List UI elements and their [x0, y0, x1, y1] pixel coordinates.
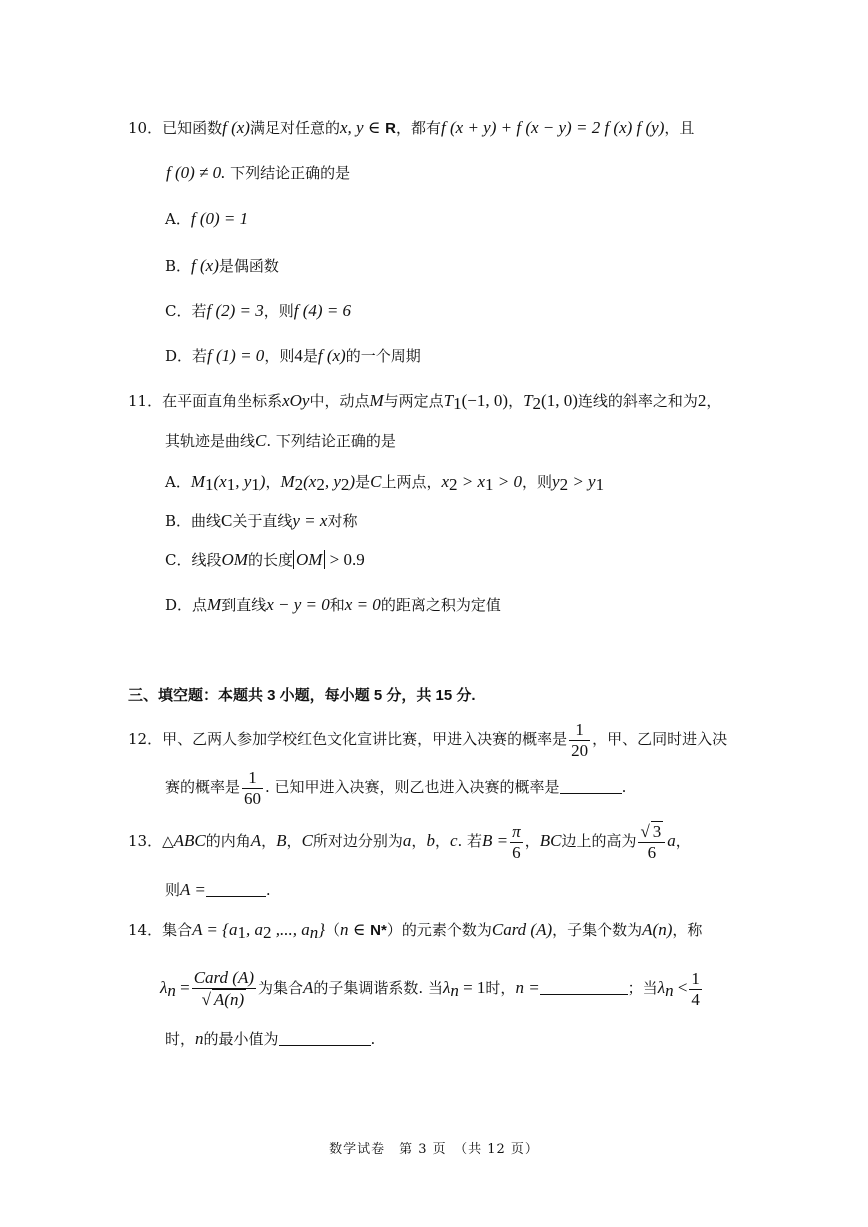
q10-option-a: A．f (0) = 1 [165, 209, 249, 228]
answer-blank-q12[interactable] [560, 777, 622, 794]
answer-blank-q14-second[interactable] [279, 1029, 371, 1046]
q14-fraction-card-sqrt: $\frac{\text{Card (A)}}{√ A(n)}$ [193, 968, 254, 1009]
q14-fraction-1-4: $\frac{1}{4}$ [691, 968, 700, 1009]
q10-line-2: f (0) ≠ 0. 下列结论正确的是 [166, 163, 351, 182]
q10-option-c: C．若f (2) = 3，则f (4) = 6 [165, 301, 352, 320]
q13-fraction-pi-6: $\frac{\pi}{6}$ [512, 821, 521, 862]
q12-fraction-1-20: $\frac{1}{20}$ [571, 719, 589, 760]
q11-option-a: A．$M_1(x_1$, $y_1$)，$M_2(x_2$, $y_2$)是C上两点，$x_2 > x_1 > 0$，则$y_2 > y_1$ [165, 472, 605, 494]
q10-option-d: D．若f (1) = 0，则4是f (x)的一个周期 [165, 346, 421, 365]
q10-line-1: 10．已知函数f (x)满足对任意的x, y ∈ R，都有f (x + y) + f (x − y) = 2 f (x) f (y)，且 [128, 118, 695, 137]
q14-line-2: $\lambda_n$ = $\frac{\text{Card (A)}}{√ A(n)}$ 为集合A的子集调谐系数. 当$\lambda_n = 1$时，n = ；当$\lambda_n$ < $\frac{1}{4}$ [160, 968, 700, 1009]
q11-option-c: C．线段OM的长度 OM > 0.9 [165, 550, 365, 569]
q11-option-b: B．曲线C关于直线y = x对称 [165, 511, 358, 530]
q12-line-2: 赛的概率是 $\frac{1}{60}$ . 已知甲进入决赛，则乙也进入决赛的概率是 . [165, 767, 627, 808]
q10-option-b: B．f (x)是偶函数 [165, 256, 279, 275]
answer-blank-q13[interactable] [206, 880, 266, 897]
answer-blank-q14-first[interactable] [540, 978, 628, 995]
q12-fraction-1-60: $\frac{1}{60}$ [244, 767, 262, 808]
q11-line-1: 11．在平面直角坐标系xOy中，动点M与两定点$T_1(-1$, 0)，$T_2(1$, 0)连线的斜率之和为2， [128, 391, 722, 413]
q13-line-2: 则A = . [165, 880, 271, 899]
q13-fraction-sqrt3-6: $\frac{√ 3}{6}$ [638, 821, 665, 863]
section-heading: 三、填空题：本题共 3 小题，每小题 5 分，共 15 分. [128, 687, 476, 704]
q11-option-d: D．点M到直线x − y = 0和x = 0的距离之积为定值 [165, 595, 501, 614]
q11-line-2: 其轨迹是曲线C. 下列结论正确的是 [165, 431, 396, 450]
page-footer: 数学试卷 第 3 页 （共 12 页） [329, 1142, 539, 1157]
q14-line-1: 14．集合$A = \{a_1$, $a_2$ ,..., $a_n\}(n$ ∈ N*）的元素个数为Card (A)，子集个数为A(n)，称 [128, 920, 703, 942]
q14-line-3: 时，n的最小值为 . [165, 1029, 376, 1048]
q12-line-1: 12．甲、乙两人参加学校红色文化宣讲比赛，甲进入决赛的概率是 $\frac{1}{20}$ ，甲、乙同时进入决 [128, 719, 728, 760]
q13-line-1: 13．△ABC的内角A，B，C所对边分别为a，b，c. 若B = $\frac{\pi}{6}$ ，BC边上的高为 $\frac{√ 3}{6}$ a， [128, 821, 691, 862]
